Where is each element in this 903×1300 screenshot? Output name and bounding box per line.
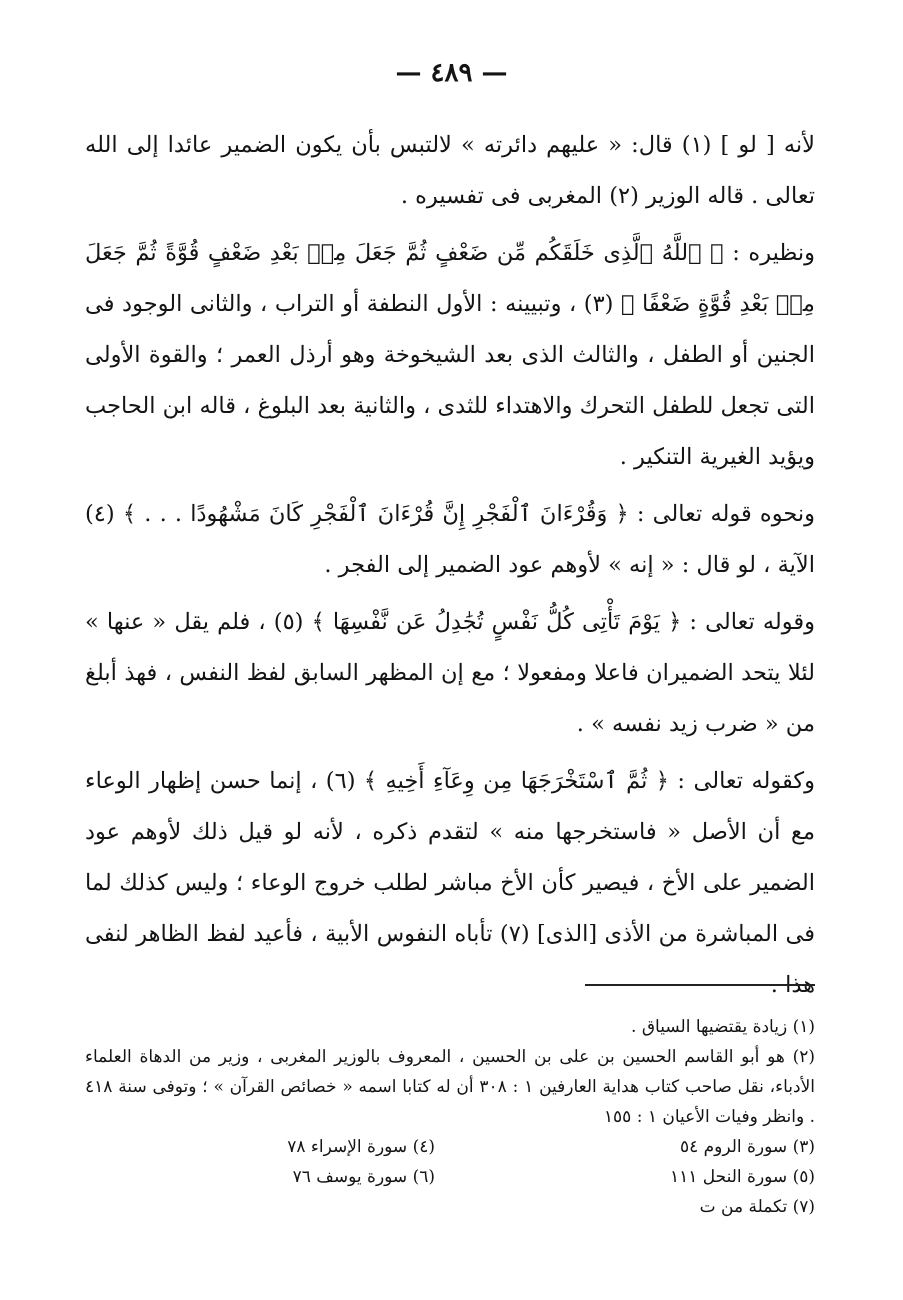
paragraph-2: ونظيره : ﴿ ٱللَّهُ ٱلَّذِى خَلَقَكُم مِّن ضَعْفٍ ثُمَّ جَعَلَ مِنۢ بَعْدِ ضَعْفٍ قُوَّةً ثُمَّ جَعَلَ مِنۢ بَعْدِ قُوَّةٍ ضَعْفًا ﴾ (٣) ، وتبيينه : الأول النطفة أو التراب ، والثانى الوجود فى الجنين أو الطفل ، والثالث الذى بعد الشيخوخة وهو أرذل العمر ؛ والقوة الأولى التى تجعل للطفل التحرك والاهتداء للثدى ، والثانية بعد البلوغ ، قاله ابن الحاجب ويؤيد الغيرية التنكير . <box>85 240 815 470</box>
footnote-5: (٥) سورة النحل ١١١ <box>669 1167 815 1187</box>
paragraph-3: ونحوه قوله تعالى : ﴿ وَقُرْءَانَ ٱلْفَجْرِ إِنَّ قُرْءَانَ ٱلْفَجْرِ كَانَ مَشْهُودًا . . . ﴾ (٤) الآية ، لو قال : « إنه » لأوهم عود الضمير إلى الفجر . <box>85 501 815 578</box>
footnote-divider <box>585 984 815 986</box>
footnote-3: (٣) سورة الروم ٥٤ <box>679 1137 815 1157</box>
main-text <box>85 120 815 1011</box>
paragraph-4: وقوله تعالى : ﴿ يَوْمَ تَأْتِى كُلُّ نَفْسٍ تُجَٰدِلُ عَن نَّفْسِهَا ﴾ (٥) ، فلم يقل « عنها » لئلا يتحد الضميران فاعلا ومفعولا ؛ مع إن المظهر السابق لفظ النفس ، فهذ أبلغ من « ضرب زيد نفسه » . <box>85 609 815 737</box>
page-number: — ٤٨٩ — <box>395 58 508 88</box>
footnotes <box>85 1012 815 1222</box>
footnote-references <box>85 1132 815 1222</box>
paragraph-1: لأنه [ لو ] (١) قال: « عليهم دائرته » لالتبس بأن يكون الضمير عائدا إلى الله تعالى . قاله الوزير (٢) المغربى فى تفسيره . <box>85 132 815 209</box>
footnote-6: (٦) سورة يوسف ٧٦ <box>292 1167 435 1187</box>
paragraph-5: وكقوله تعالى : ﴿ ثُمَّ ٱسْتَخْرَجَهَا مِن وِعَآءِ أَخِيهِ ﴾ (٦) ، إنما حسن إظهار الوعاء مع أن الأصل « فاستخرجها منه » لتقدم ذكره ، لأنه لو قيل ذلك لأوهم عود الضمير على الأخ ، فيصير كأن الأخ مباشر لطلب خروج الوعاء ؛ وليس كذلك لما فى المباشرة من الأذى [الذى] (٧) تأباه النفوس الأبية ، فأعيد لفظ الظاهر لنفى هذا . <box>85 768 815 998</box>
footnote-2: (٢) هو أبو القاسم الحسين بن على بن الحسين ، المعروف بالوزير المغربى ، وزير من الدهاة العلماء الأدباء، نقل صاحب كتاب هداية العارفين ١ : ٣٠٨ أن له كتابا اسمه « خصائص القرآن » ؛ وتوفى سنة ٤١٨ . وانظر وفيات الأعيان ١ : ١٥٥ <box>85 1047 815 1127</box>
footnote-1: (١) زيادة يقتضيها السياق . <box>631 1017 815 1037</box>
footnote-4: (٤) سورة الإسراء ٧٨ <box>287 1137 435 1157</box>
footnote-7: (٧) تكملة من ت <box>699 1197 815 1217</box>
